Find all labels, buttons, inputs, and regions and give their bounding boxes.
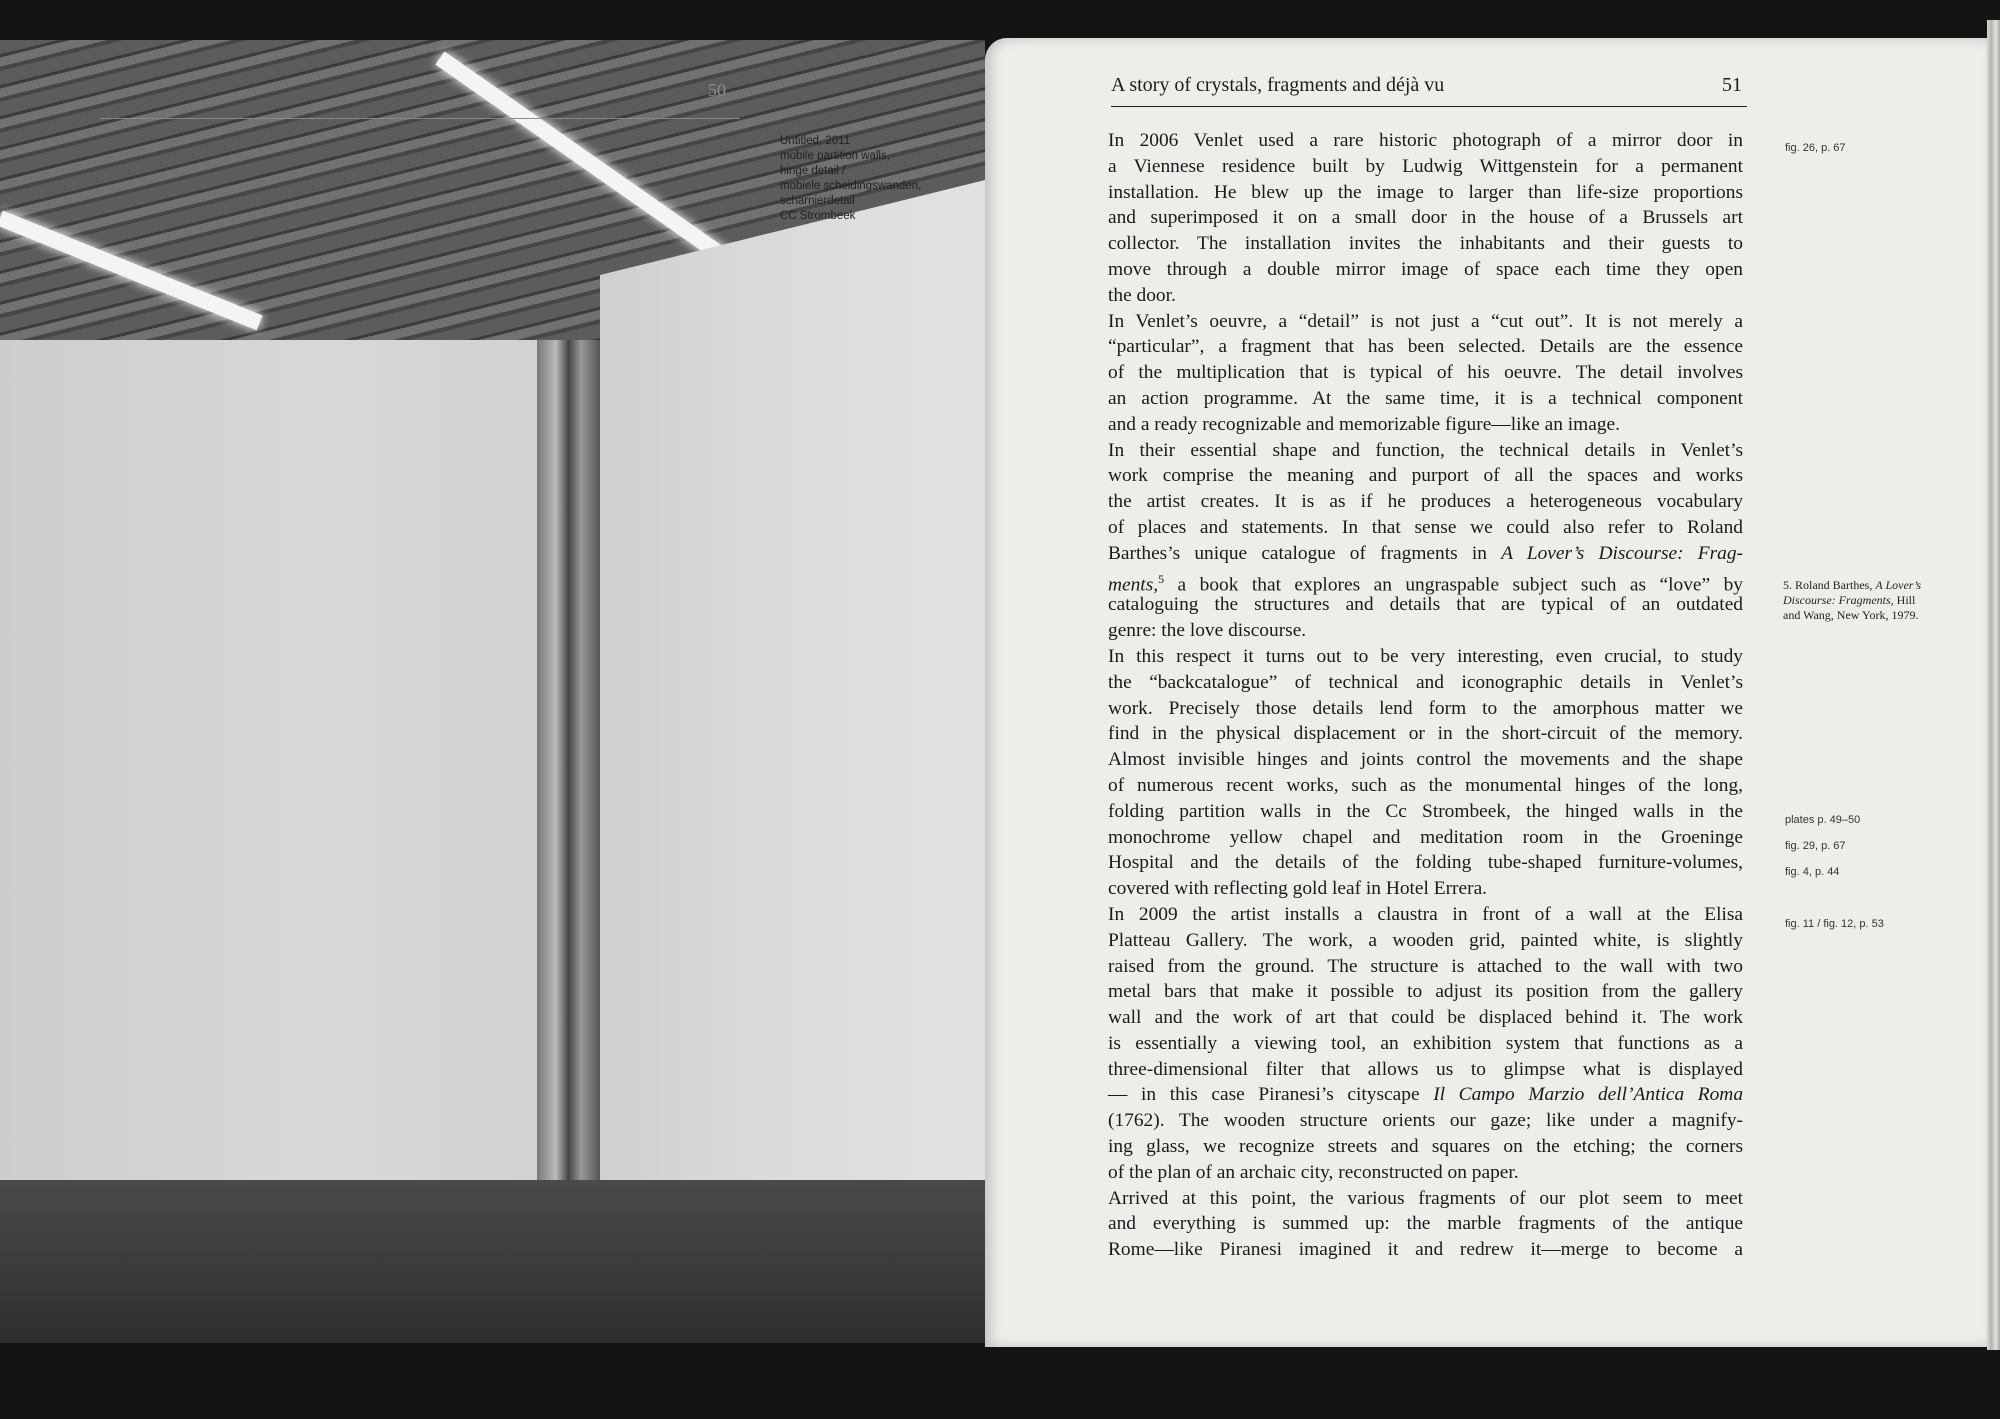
body-line: of numerous recent works, such as the monumental hinges of the long,	[1108, 774, 1743, 796]
floor	[0, 1180, 985, 1343]
body-line: raised from the ground. The structure is attached to the wall with two	[1108, 955, 1743, 977]
running-head: A story of crystals, fragments and déjà vu	[1111, 74, 1445, 96]
body-line: ing glass, we recognize streets and squares on the etching; the corners	[1108, 1136, 1743, 1158]
footnote-line: and Wang, New York, 1979.	[1783, 608, 1919, 622]
body-line: find in the physical displacement or in the short-circuit of the memory.	[1108, 723, 1743, 745]
body-line: In this respect it turns out to be very interesting, even crucial, to study	[1108, 645, 1743, 667]
body-line: (1762). The wooden structure orients our gaze; like under a magnify-	[1108, 1110, 1743, 1132]
partition-wall	[600, 180, 985, 1280]
footnote	[1783, 578, 1983, 623]
body-line: the “backcatalogue” of technical and iconographic details in Venlet’s	[1108, 671, 1743, 693]
body-line: and superimposed it on a small door in the house of a Brussels art	[1108, 207, 1743, 229]
caption-line: CC Strombeek	[780, 210, 856, 222]
page-edges	[1987, 20, 2000, 1350]
body-line: Arrived at this point, the various fragments of our plot seem to meet	[1108, 1187, 1743, 1209]
body-line: move through a double mirror image of space each time they open	[1108, 258, 1743, 280]
caption-line: Untitled, 2011	[780, 135, 851, 147]
body-line: covered with reflecting gold leaf in Hotel Errera.	[1108, 878, 1488, 900]
body-line: and everything is summed up: the marble fragments of the antique	[1108, 1213, 1743, 1235]
body-line: a Viennese residence built by Ludwig Wittgenstein for a permanent	[1108, 155, 1743, 177]
body-line: Hospital and the details of the folding tube-shaped furniture-volumes,	[1108, 852, 1743, 874]
body-line: and a ready recognizable and memorizable figure—like an image.	[1108, 413, 1620, 435]
body-line: genre: the love discourse.	[1108, 620, 1307, 642]
body-line: Almost invisible hinges and joints control the movements and the shape	[1108, 749, 1743, 771]
margin-note: fig. 11 / fig. 12, p. 53	[1785, 918, 1884, 930]
body-line: the door.	[1108, 284, 1176, 306]
body-line: cataloguing the structures and details that are typical of an outdated	[1108, 594, 1743, 616]
body-line: wall and the work of art that could be displaced behind it. The work	[1108, 1007, 1743, 1029]
caption-line: mobiele scheidingswanden,	[780, 180, 922, 192]
left-page-number: 50	[708, 80, 726, 100]
body-line: of the multiplication that is typical of his oeuvre. The detail involves	[1108, 362, 1743, 384]
partition-wall	[0, 340, 537, 1187]
folio-rule	[100, 118, 740, 119]
caption-line: hinge detail /	[780, 165, 846, 177]
body-line: of the plan of an archaic city, reconstructed on paper.	[1108, 1161, 1519, 1183]
page-number: 51	[1722, 74, 1742, 96]
caption-line: scharnierdetail	[780, 195, 855, 207]
hinge-gap	[537, 340, 600, 1180]
margin-note: fig. 29, p. 67	[1785, 840, 1846, 852]
caption-line: mobile partition walls,	[780, 150, 890, 162]
photo-caption	[780, 134, 980, 224]
margin-note: fig. 4, p. 44	[1785, 866, 1840, 878]
body-line: work. Precisely those details lend form to the amorphous matter we	[1108, 697, 1743, 719]
body-line: ments,$^5$ a book that explores an ungraspable subject such as “love” by	[1108, 571, 1743, 596]
body-line: Barthes’s unique catalogue of fragments in A Lover’s Discourse: Frag-	[1108, 542, 1743, 564]
left-page-photograph	[0, 40, 985, 1343]
body-line: In their essential shape and function, the technical details in Venlet’s	[1108, 439, 1743, 461]
body-line: In Venlet’s oeuvre, a “detail” is not just a “cut out”. It is not merely a	[1108, 310, 1743, 332]
body-line: installation. He blew up the image to larger than life-size proportions	[1108, 181, 1743, 203]
margin-note: plates p. 49–50	[1785, 814, 1861, 826]
header-rule	[1111, 106, 1747, 107]
margin-note: fig. 26, p. 67	[1785, 142, 1846, 154]
body-line: is essentially a viewing tool, an exhibition system that functions as a	[1108, 1032, 1743, 1054]
body-line: “particular”, a fragment that has been selected. Details are the essence	[1108, 336, 1743, 358]
footnote-line: Discourse: Fragments, Hill	[1783, 593, 1916, 607]
body-line: an action programme. At the same time, it is a technical component	[1108, 387, 1743, 409]
body-line: three-dimensional filter that allows us to glimpse what is displayed	[1108, 1058, 1743, 1080]
body-line: the artist creates. It is as if he produces a heterogeneous vocabulary	[1108, 491, 1743, 513]
body-line: monochrome yellow chapel and meditation room in the Groeninge	[1108, 826, 1743, 848]
body-line: of places and statements. In that sense we could also refer to Roland	[1108, 516, 1743, 538]
body-line: In 2009 the artist installs a claustra in front of a wall at the Elisa	[1108, 903, 1743, 925]
body-line: folding partition walls in the Cc Strombeek, the hinged walls in the	[1108, 800, 1743, 822]
footnote-line: 5. Roland Barthes, A Lover’s	[1783, 578, 1922, 592]
body-line: metal bars that make it possible to adjust its position from the gallery	[1108, 981, 1743, 1003]
body-line: In 2006 Venlet used a rare historic photograph of a mirror door in	[1108, 130, 1743, 151]
body-line: — in this case Piranesi’s cityscape Il Campo Marzio dell’Antica Roma	[1108, 1084, 1744, 1106]
body-line: Rome—like Piranesi imagined it and redrew it—merge to become a	[1108, 1239, 1743, 1261]
body-line: Platteau Gallery. The work, a wooden grid, painted white, is slightly	[1108, 929, 1743, 951]
body-text	[1108, 128, 1743, 1263]
body-line: collector. The installation invites the inhabitants and their guests to	[1108, 233, 1743, 255]
body-line: work comprise the meaning and purport of all the spaces and works	[1108, 465, 1743, 487]
